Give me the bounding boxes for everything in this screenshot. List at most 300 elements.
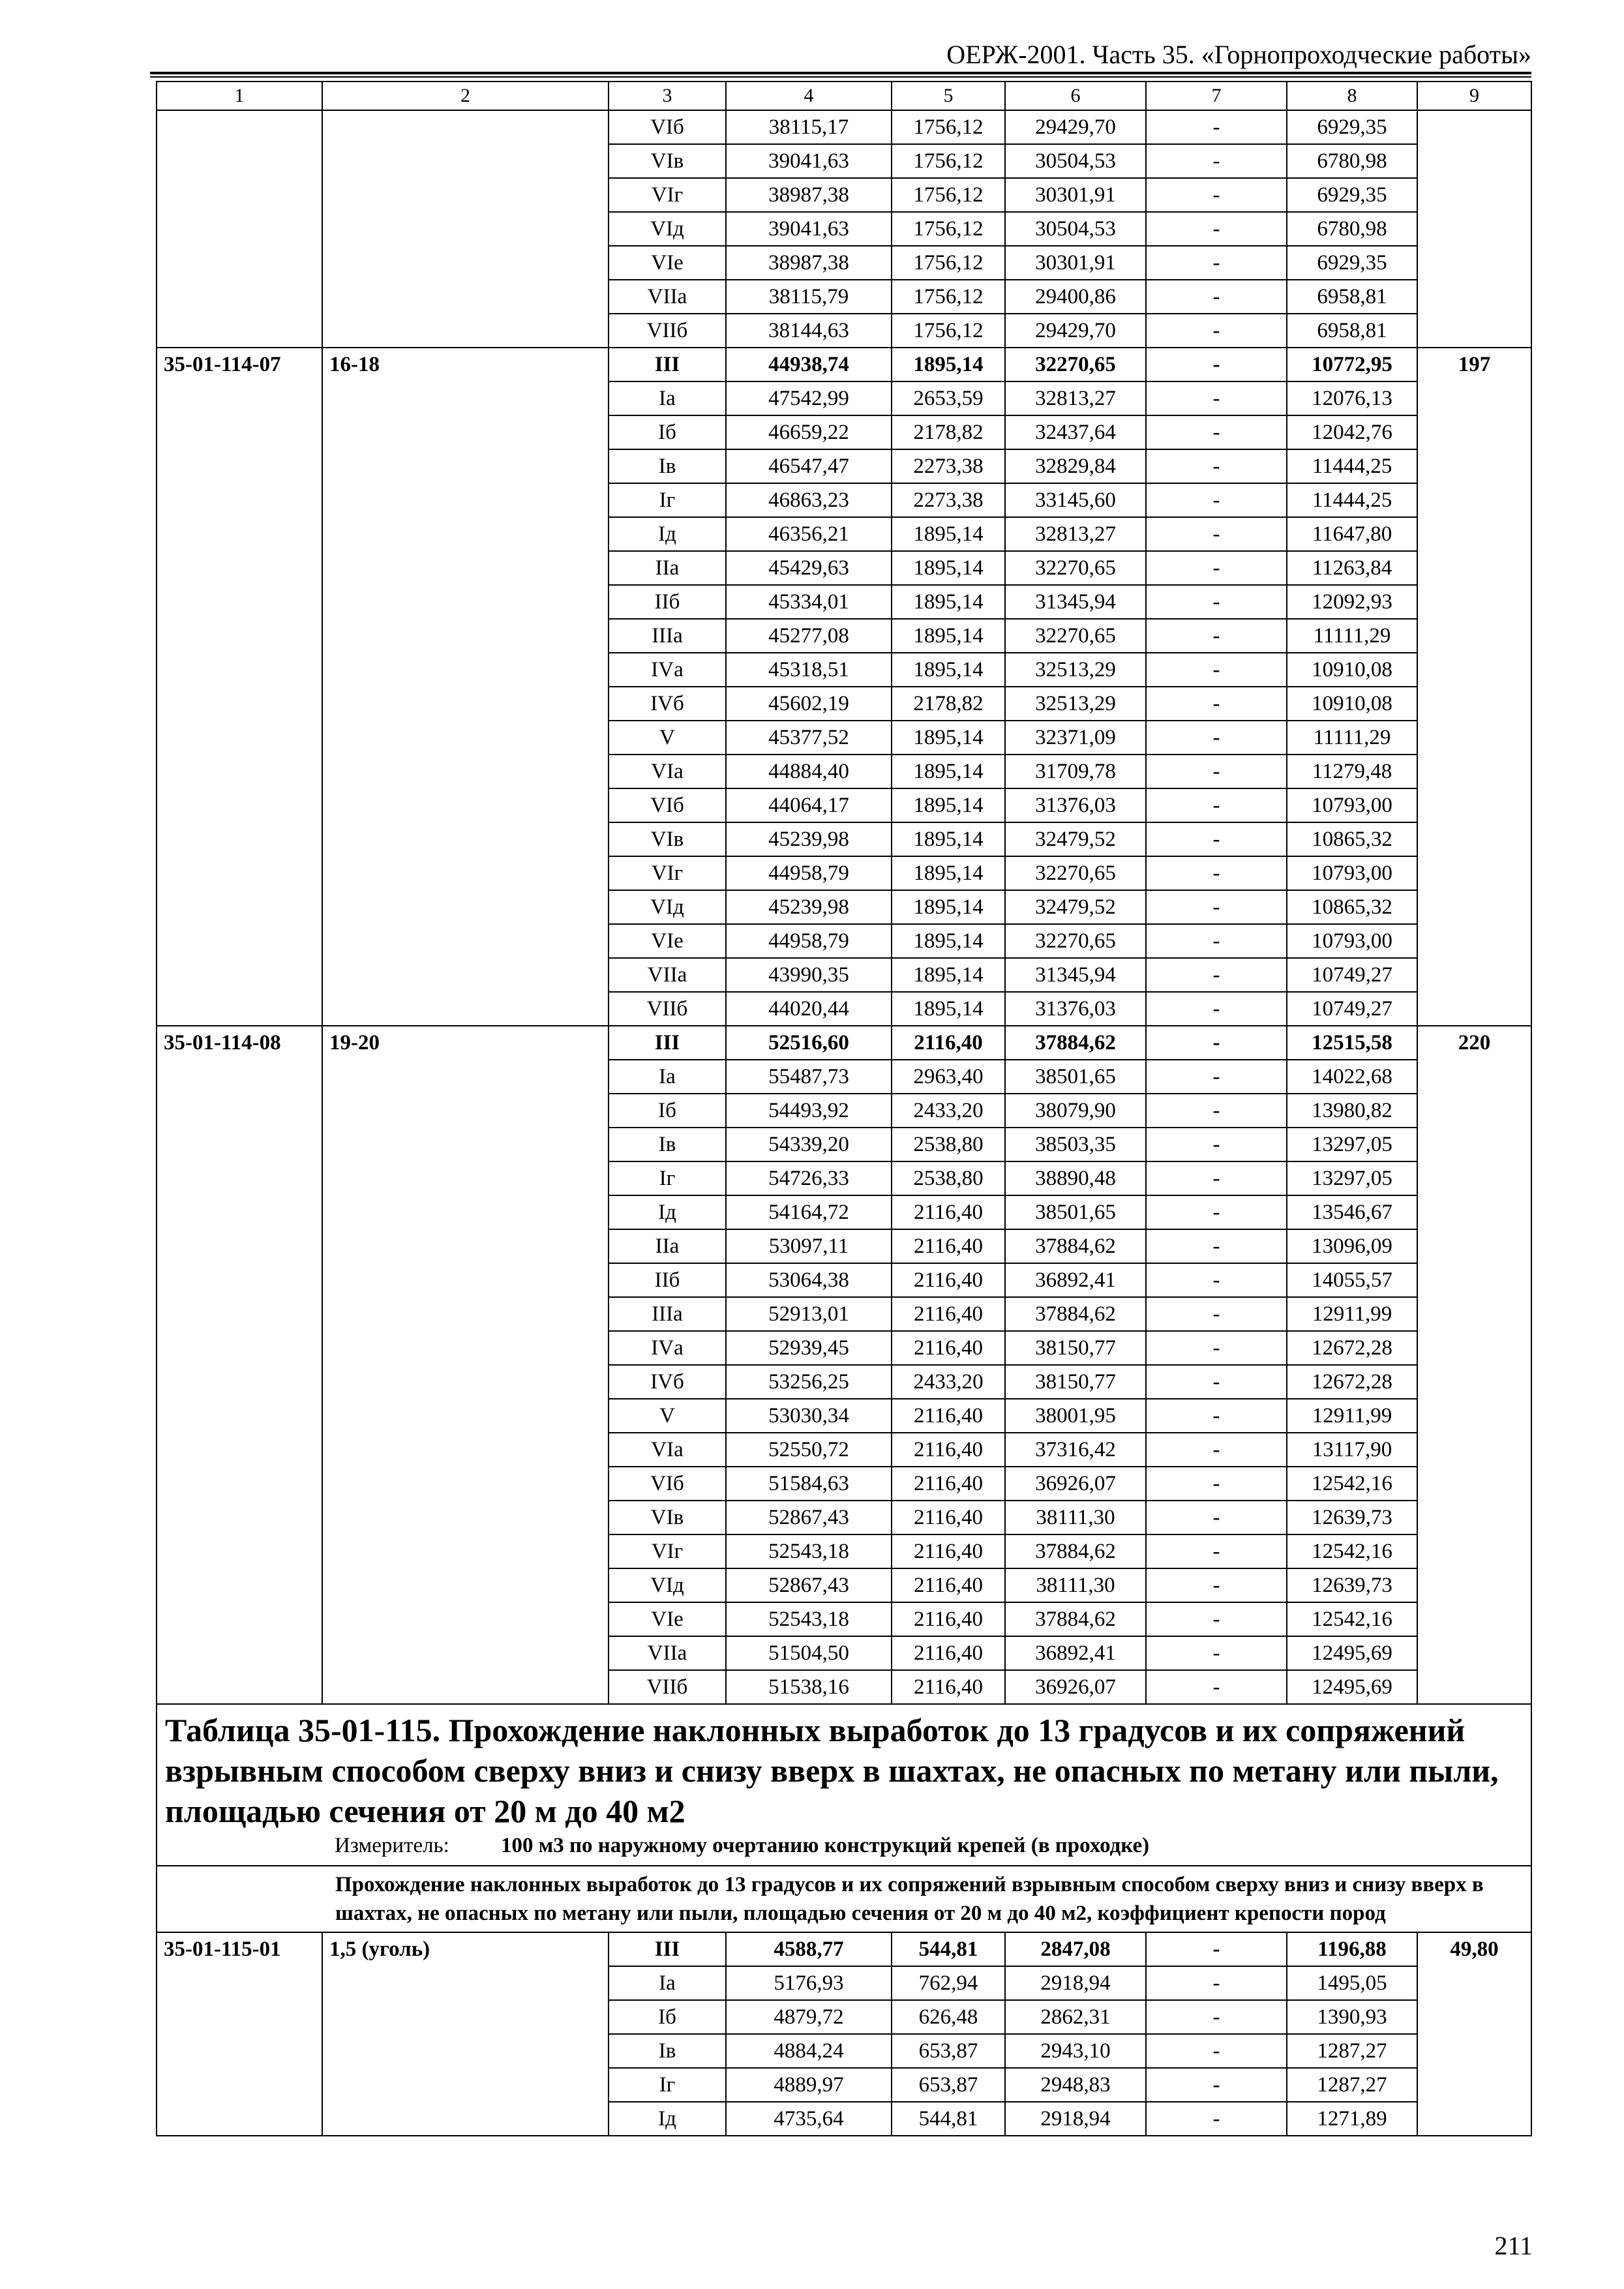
work-description: [157, 1866, 1531, 1932]
machines-cell: 32270,65: [1005, 551, 1146, 585]
wages-cell: 2116,40: [892, 1636, 1005, 1670]
total-cost-cell: 44020,44: [726, 992, 892, 1026]
wages-cell: 1895,14: [892, 721, 1005, 755]
materials-cell: 1196,88: [1287, 1932, 1417, 1966]
machines-cell: 32437,64: [1005, 415, 1146, 449]
drivers-cell: -: [1146, 517, 1287, 551]
wages-cell: 1756,12: [892, 144, 1005, 178]
total-cost-cell: 51504,50: [726, 1636, 892, 1670]
table-title: Таблица 35-01-115. Прохождение наклонных выработок до 13 градусов и их сопряжений взрывным способом сверху вниз и снизу вверх в шахтах, не опасных по метану или пыли, площадью сечения от 20 м до 40 м2: [165, 1712, 1499, 1829]
wages-cell: 2116,40: [892, 1026, 1005, 1060]
drivers-cell: -: [1146, 2000, 1287, 2034]
materials-cell: 13117,90: [1287, 1433, 1417, 1467]
mode-cell: VIIб: [609, 314, 726, 348]
wages-cell: 1895,14: [892, 348, 1005, 382]
rate-code-cell: 35-01-114-07: [157, 348, 322, 1026]
mode-cell: VIа: [609, 755, 726, 788]
mode-cell: IIа: [609, 551, 726, 585]
machines-cell: 33145,60: [1005, 483, 1146, 517]
mode-cell: VIд: [609, 890, 726, 924]
wages-cell: 1895,14: [892, 890, 1005, 924]
total-cost-cell: 53256,25: [726, 1365, 892, 1399]
machines-cell: 32813,27: [1005, 382, 1146, 415]
materials-cell: 12639,73: [1287, 1501, 1417, 1534]
mode-cell: VIб: [609, 1467, 726, 1501]
drivers-cell: -: [1146, 178, 1287, 212]
machines-cell: 38150,77: [1005, 1365, 1146, 1399]
drivers-cell: -: [1146, 382, 1287, 415]
total-cost-cell: 45602,19: [726, 687, 892, 721]
drivers-cell: -: [1146, 1467, 1287, 1501]
total-cost-cell: 45429,63: [726, 551, 892, 585]
machines-cell: 37884,62: [1005, 1297, 1146, 1331]
drivers-cell: -: [1146, 585, 1287, 619]
drivers-cell: -: [1146, 1229, 1287, 1263]
materials-cell: 11111,29: [1287, 721, 1417, 755]
price-table: [156, 81, 1532, 2136]
machines-cell: 31345,94: [1005, 585, 1146, 619]
mode-cell: VIб: [609, 110, 726, 144]
mode-cell: V: [609, 721, 726, 755]
total-cost-cell: 4735,64: [726, 2102, 892, 2136]
table-caption: [157, 1704, 1531, 1866]
wages-cell: 2116,40: [892, 1501, 1005, 1534]
materials-cell: 1287,27: [1287, 2034, 1417, 2068]
total-cost-cell: 44884,40: [726, 755, 892, 788]
description-row: [157, 1866, 1531, 1932]
mode-cell: Iд: [609, 2102, 726, 2136]
wages-cell: 2963,40: [892, 1060, 1005, 1094]
mode-cell: Iв: [609, 2034, 726, 2068]
total-cost-cell: 5176,93: [726, 1966, 892, 2000]
machines-cell: 30301,91: [1005, 246, 1146, 280]
wages-cell: 653,87: [892, 2068, 1005, 2102]
drivers-cell: -: [1146, 1297, 1287, 1331]
wages-cell: 1895,14: [892, 653, 1005, 687]
machines-cell: 2862,31: [1005, 2000, 1146, 2034]
col-header-3: 3: [609, 82, 726, 110]
machines-cell: 37884,62: [1005, 1534, 1146, 1568]
mode-cell: IVа: [609, 1331, 726, 1365]
materials-cell: 12639,73: [1287, 1568, 1417, 1602]
mode-cell: VIв: [609, 1501, 726, 1534]
wages-cell: 2178,82: [892, 415, 1005, 449]
wages-cell: 2116,40: [892, 1399, 1005, 1433]
materials-cell: 12672,28: [1287, 1331, 1417, 1365]
col-header-8: 8: [1287, 82, 1417, 110]
drivers-cell: -: [1146, 2034, 1287, 2068]
total-cost-cell: 45239,98: [726, 822, 892, 856]
drivers-cell: -: [1146, 212, 1287, 246]
mode-cell: Iа: [609, 1060, 726, 1094]
materials-cell: 13980,82: [1287, 1094, 1417, 1128]
machines-cell: 38501,65: [1005, 1195, 1146, 1229]
total-cost-cell: 44958,79: [726, 924, 892, 958]
total-cost-cell: 52543,18: [726, 1602, 892, 1636]
drivers-cell: -: [1146, 314, 1287, 348]
mode-cell: VIд: [609, 212, 726, 246]
drivers-cell: -: [1146, 721, 1287, 755]
materials-cell: 10772,95: [1287, 348, 1417, 382]
header-rule-thin: [150, 76, 1531, 78]
materials-cell: 6929,35: [1287, 110, 1417, 144]
total-cost-cell: 46547,47: [726, 449, 892, 483]
machines-cell: 37884,62: [1005, 1026, 1146, 1060]
machines-cell: 32813,27: [1005, 517, 1146, 551]
materials-cell: 12042,76: [1287, 415, 1417, 449]
materials-cell: 11647,80: [1287, 517, 1417, 551]
materials-cell: 14022,68: [1287, 1060, 1417, 1094]
col-header-7: 7: [1146, 82, 1287, 110]
wages-cell: 2273,38: [892, 483, 1005, 517]
mode-cell: IIб: [609, 585, 726, 619]
total-cost-cell: 52867,43: [726, 1568, 892, 1602]
materials-cell: 1287,27: [1287, 2068, 1417, 2102]
wages-cell: 2116,40: [892, 1467, 1005, 1501]
total-cost-cell: 38115,79: [726, 280, 892, 314]
labor-cost-cell: 49,80: [1417, 1932, 1531, 2136]
total-cost-cell: 54339,20: [726, 1128, 892, 1161]
drivers-cell: -: [1146, 551, 1287, 585]
rate-code-cell: 35-01-114-08: [157, 1026, 322, 1704]
wages-cell: 2273,38: [892, 449, 1005, 483]
materials-cell: 11444,25: [1287, 449, 1417, 483]
materials-cell: 10910,08: [1287, 653, 1417, 687]
drivers-cell: -: [1146, 1932, 1287, 1966]
drivers-cell: -: [1146, 1060, 1287, 1094]
drivers-cell: -: [1146, 687, 1287, 721]
machines-cell: 31709,78: [1005, 755, 1146, 788]
mode-cell: IIа: [609, 1229, 726, 1263]
materials-cell: 10749,27: [1287, 958, 1417, 992]
total-cost-cell: 46659,22: [726, 415, 892, 449]
drivers-cell: -: [1146, 1365, 1287, 1399]
wages-cell: 2116,40: [892, 1568, 1005, 1602]
machines-cell: 29400,86: [1005, 280, 1146, 314]
mode-cell: VIа: [609, 1433, 726, 1467]
machines-cell: 32479,52: [1005, 822, 1146, 856]
drivers-cell: -: [1146, 924, 1287, 958]
machines-cell: 38501,65: [1005, 1060, 1146, 1094]
mode-cell: VIIб: [609, 1670, 726, 1704]
materials-cell: 11279,48: [1287, 755, 1417, 788]
wages-cell: 1756,12: [892, 110, 1005, 144]
mode-cell: VIв: [609, 144, 726, 178]
total-cost-cell: 53097,11: [726, 1229, 892, 1263]
wages-cell: 2116,40: [892, 1534, 1005, 1568]
mode-cell: VIг: [609, 856, 726, 890]
wages-cell: 2116,40: [892, 1602, 1005, 1636]
total-cost-cell: 45239,98: [726, 890, 892, 924]
machines-cell: 32270,65: [1005, 348, 1146, 382]
total-cost-cell: 52867,43: [726, 1501, 892, 1534]
machines-cell: 32829,84: [1005, 449, 1146, 483]
machines-cell: 32270,65: [1005, 856, 1146, 890]
mode-cell: III: [609, 348, 726, 382]
machines-cell: 38111,30: [1005, 1501, 1146, 1534]
materials-cell: 6958,81: [1287, 280, 1417, 314]
drivers-cell: -: [1146, 856, 1287, 890]
materials-cell: 13297,05: [1287, 1128, 1417, 1161]
machines-cell: 32513,29: [1005, 687, 1146, 721]
materials-cell: 1271,89: [1287, 2102, 1417, 2136]
mode-cell: III: [609, 1932, 726, 1966]
wages-cell: 2116,40: [892, 1331, 1005, 1365]
col-header-5: 5: [892, 82, 1005, 110]
materials-cell: 6929,35: [1287, 246, 1417, 280]
machines-cell: 32479,52: [1005, 890, 1146, 924]
total-cost-cell: 45334,01: [726, 585, 892, 619]
mode-cell: Iа: [609, 1966, 726, 2000]
drivers-cell: -: [1146, 449, 1287, 483]
materials-cell: 13297,05: [1287, 1161, 1417, 1195]
drivers-cell: -: [1146, 483, 1287, 517]
machines-cell: 38111,30: [1005, 1568, 1146, 1602]
total-cost-cell: 52543,18: [726, 1534, 892, 1568]
materials-cell: 11444,25: [1287, 483, 1417, 517]
total-cost-cell: 52550,72: [726, 1433, 892, 1467]
column-header-row: [157, 82, 1531, 110]
table-row: [157, 110, 1531, 144]
mode-cell: VIIа: [609, 958, 726, 992]
mode-cell: VIг: [609, 1534, 726, 1568]
mode-cell: IIIа: [609, 1297, 726, 1331]
wages-cell: 544,81: [892, 2102, 1005, 2136]
drivers-cell: -: [1146, 1399, 1287, 1433]
drivers-cell: -: [1146, 348, 1287, 382]
materials-cell: 13546,67: [1287, 1195, 1417, 1229]
mode-cell: Iв: [609, 449, 726, 483]
drivers-cell: -: [1146, 1128, 1287, 1161]
drivers-cell: -: [1146, 755, 1287, 788]
total-cost-cell: 4879,72: [726, 2000, 892, 2034]
materials-cell: 12911,99: [1287, 1297, 1417, 1331]
mode-cell: IVб: [609, 687, 726, 721]
drivers-cell: -: [1146, 1195, 1287, 1229]
mode-cell: VIе: [609, 1602, 726, 1636]
drivers-cell: -: [1146, 1636, 1287, 1670]
mode-cell: IIб: [609, 1263, 726, 1297]
total-cost-cell: 51584,63: [726, 1467, 892, 1501]
machines-cell: 30504,53: [1005, 212, 1146, 246]
total-cost-cell: 39041,63: [726, 212, 892, 246]
rate-name-cell: 1,5 (уголь): [322, 1932, 609, 2136]
drivers-cell: -: [1146, 653, 1287, 687]
drivers-cell: -: [1146, 1534, 1287, 1568]
table-caption-row: [157, 1704, 1531, 1866]
materials-cell: 1390,93: [1287, 2000, 1417, 2034]
wages-cell: 2116,40: [892, 1195, 1005, 1229]
machines-cell: 38150,77: [1005, 1331, 1146, 1365]
wages-cell: 1756,12: [892, 212, 1005, 246]
mode-cell: IIIа: [609, 619, 726, 653]
drivers-cell: -: [1146, 788, 1287, 822]
machines-cell: 36892,41: [1005, 1263, 1146, 1297]
rate-code-cell: 35-01-115-01: [157, 1932, 322, 2136]
materials-cell: 1495,05: [1287, 1966, 1417, 2000]
rate-name-cell: 19-20: [322, 1026, 609, 1704]
drivers-cell: -: [1146, 1161, 1287, 1195]
mode-cell: Iб: [609, 1094, 726, 1128]
total-cost-cell: 52913,01: [726, 1297, 892, 1331]
materials-cell: 6780,98: [1287, 212, 1417, 246]
machines-cell: 31376,03: [1005, 992, 1146, 1026]
wages-cell: 1895,14: [892, 585, 1005, 619]
machines-cell: 30504,53: [1005, 144, 1146, 178]
total-cost-cell: 55487,73: [726, 1060, 892, 1094]
materials-cell: 13096,09: [1287, 1229, 1417, 1263]
wages-cell: 1895,14: [892, 924, 1005, 958]
mode-cell: VIд: [609, 1568, 726, 1602]
mode-cell: Iг: [609, 483, 726, 517]
machines-cell: 2918,94: [1005, 1966, 1146, 2000]
measure-value: 100 м3 по наружному очертанию конструкций крепей (в проходке): [501, 1834, 1150, 1857]
mode-cell: VIIа: [609, 280, 726, 314]
total-cost-cell: 51538,16: [726, 1670, 892, 1704]
measure-label: Измеритель:: [335, 1834, 449, 1857]
mode-cell: Iд: [609, 1195, 726, 1229]
machines-cell: 32513,29: [1005, 653, 1146, 687]
total-cost-cell: 53064,38: [726, 1263, 892, 1297]
wages-cell: 2116,40: [892, 1263, 1005, 1297]
drivers-cell: -: [1146, 958, 1287, 992]
total-cost-cell: 38144,63: [726, 314, 892, 348]
wages-cell: 1895,14: [892, 822, 1005, 856]
total-cost-cell: 47542,99: [726, 382, 892, 415]
machines-cell: 37316,42: [1005, 1433, 1146, 1467]
labor-cost-cell: 220: [1417, 1026, 1531, 1704]
wages-cell: 2116,40: [892, 1670, 1005, 1704]
machines-cell: 36926,07: [1005, 1670, 1146, 1704]
materials-cell: 10865,32: [1287, 890, 1417, 924]
total-cost-cell: 38987,38: [726, 178, 892, 212]
wages-cell: 544,81: [892, 1932, 1005, 1966]
rate-name-cell: 16-18: [322, 348, 609, 1026]
machines-cell: 36892,41: [1005, 1636, 1146, 1670]
materials-cell: 10793,00: [1287, 788, 1417, 822]
mode-cell: VIIа: [609, 1636, 726, 1670]
mode-cell: VIб: [609, 788, 726, 822]
total-cost-cell: 44958,79: [726, 856, 892, 890]
table-row: [157, 1026, 1531, 1060]
wages-cell: 1756,12: [892, 246, 1005, 280]
machines-cell: 31376,03: [1005, 788, 1146, 822]
mode-cell: Iв: [609, 1128, 726, 1161]
machines-cell: 2847,08: [1005, 1932, 1146, 1966]
work-description-text: Прохождение наклонных выработок до 13 градусов и их сопряжений взрывным способом сверху вниз и снизу вверх в шахтах, не опасных по метану или пыли, площадью сечения от 20 м до 40 м2, коэффициент крепости пород: [335, 1873, 1484, 1925]
total-cost-cell: 46863,23: [726, 483, 892, 517]
materials-cell: 12495,69: [1287, 1636, 1417, 1670]
wages-cell: 2538,80: [892, 1161, 1005, 1195]
machines-cell: 29429,70: [1005, 110, 1146, 144]
materials-cell: 6780,98: [1287, 144, 1417, 178]
drivers-cell: -: [1146, 1433, 1287, 1467]
drivers-cell: -: [1146, 144, 1287, 178]
materials-cell: 10749,27: [1287, 992, 1417, 1026]
materials-cell: 12515,58: [1287, 1026, 1417, 1060]
drivers-cell: -: [1146, 822, 1287, 856]
col-header-6: 6: [1005, 82, 1146, 110]
drivers-cell: -: [1146, 619, 1287, 653]
materials-cell: 12672,28: [1287, 1365, 1417, 1399]
total-cost-cell: 52516,60: [726, 1026, 892, 1060]
mode-cell: IVб: [609, 1365, 726, 1399]
wages-cell: 1895,14: [892, 958, 1005, 992]
mode-cell: VIIб: [609, 992, 726, 1026]
wages-cell: 1756,12: [892, 314, 1005, 348]
machines-cell: 37884,62: [1005, 1602, 1146, 1636]
machines-cell: 2943,10: [1005, 2034, 1146, 2068]
materials-cell: 11263,84: [1287, 551, 1417, 585]
wages-cell: 2433,20: [892, 1094, 1005, 1128]
drivers-cell: -: [1146, 1568, 1287, 1602]
col-header-9: 9: [1417, 82, 1531, 110]
col-header-4: 4: [726, 82, 892, 110]
machines-cell: 37884,62: [1005, 1229, 1146, 1263]
wages-cell: 2178,82: [892, 687, 1005, 721]
drivers-cell: -: [1146, 1331, 1287, 1365]
materials-cell: 6958,81: [1287, 314, 1417, 348]
total-cost-cell: 54164,72: [726, 1195, 892, 1229]
mode-cell: III: [609, 1026, 726, 1060]
materials-cell: 12076,13: [1287, 382, 1417, 415]
mode-cell: Iг: [609, 2068, 726, 2102]
machines-cell: 2918,94: [1005, 2102, 1146, 2136]
drivers-cell: -: [1146, 415, 1287, 449]
machines-cell: 38001,95: [1005, 1399, 1146, 1433]
materials-cell: 12542,16: [1287, 1602, 1417, 1636]
machines-cell: 38079,90: [1005, 1094, 1146, 1128]
wages-cell: 762,94: [892, 1966, 1005, 2000]
total-cost-cell: 46356,21: [726, 517, 892, 551]
drivers-cell: -: [1146, 2068, 1287, 2102]
total-cost-cell: 43990,35: [726, 958, 892, 992]
mode-cell: V: [609, 1399, 726, 1433]
measure-line: [165, 1831, 1523, 1860]
drivers-cell: -: [1146, 992, 1287, 1026]
wages-cell: 1895,14: [892, 551, 1005, 585]
machines-cell: 2948,83: [1005, 2068, 1146, 2102]
wages-cell: 2433,20: [892, 1365, 1005, 1399]
total-cost-cell: 38115,17: [726, 110, 892, 144]
materials-cell: 12911,99: [1287, 1399, 1417, 1433]
wages-cell: 1895,14: [892, 856, 1005, 890]
total-cost-cell: 52939,45: [726, 1331, 892, 1365]
mode-cell: Iд: [609, 517, 726, 551]
page-number: 211: [1494, 2231, 1533, 2260]
wages-cell: 2116,40: [892, 1297, 1005, 1331]
wages-cell: 2116,40: [892, 1229, 1005, 1263]
materials-cell: 6929,35: [1287, 178, 1417, 212]
total-cost-cell: 45377,52: [726, 721, 892, 755]
drivers-cell: -: [1146, 890, 1287, 924]
materials-cell: 12542,16: [1287, 1467, 1417, 1501]
mode-cell: VIе: [609, 924, 726, 958]
machines-cell: 29429,70: [1005, 314, 1146, 348]
machines-cell: 30301,91: [1005, 178, 1146, 212]
total-cost-cell: 54726,33: [726, 1161, 892, 1195]
drivers-cell: -: [1146, 1094, 1287, 1128]
total-cost-cell: 44938,74: [726, 348, 892, 382]
rate-code-cell: [157, 110, 322, 348]
total-cost-cell: 54493,92: [726, 1094, 892, 1128]
mode-cell: VIе: [609, 246, 726, 280]
drivers-cell: -: [1146, 2102, 1287, 2136]
table-body: [157, 82, 1531, 2136]
table-row: [157, 348, 1531, 382]
drivers-cell: -: [1146, 1670, 1287, 1704]
mode-cell: VIг: [609, 178, 726, 212]
